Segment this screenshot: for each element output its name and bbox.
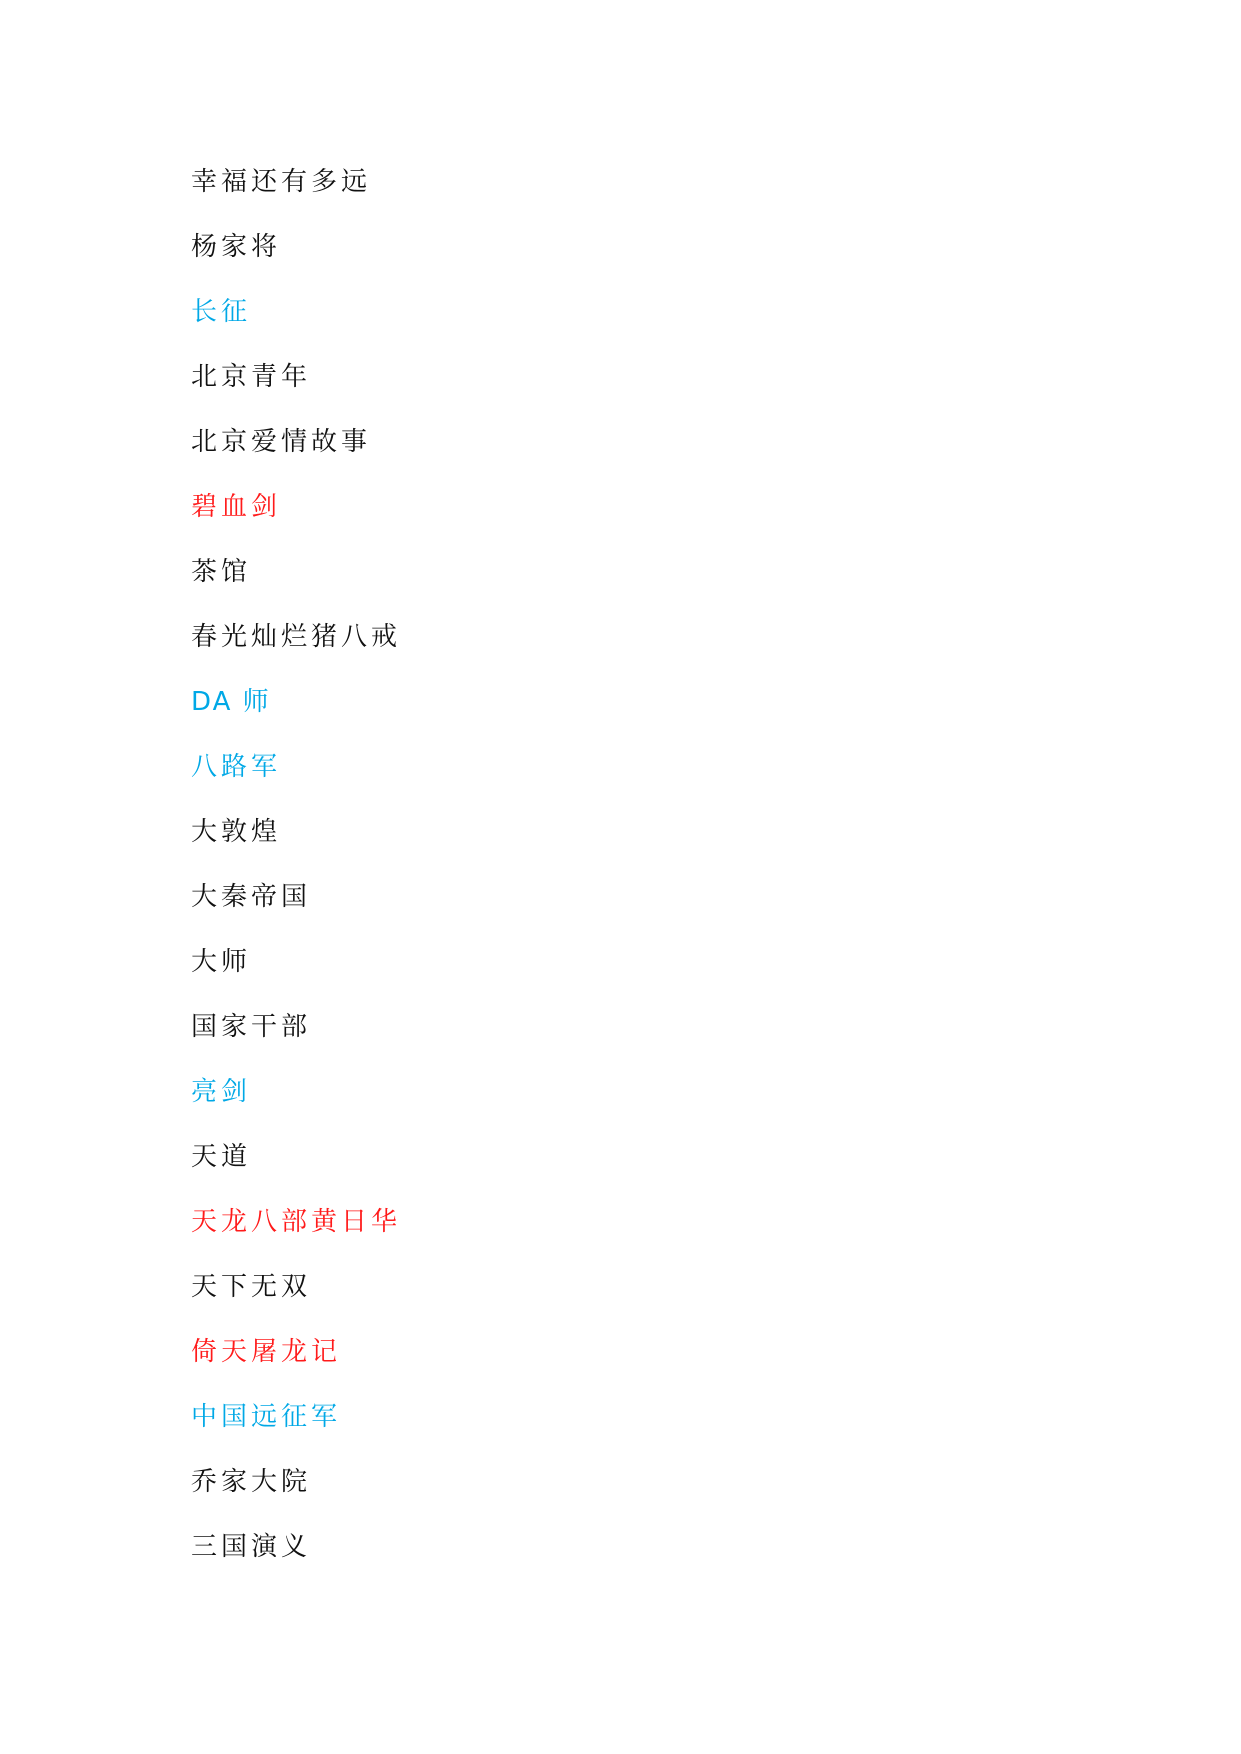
list-item: 八路军 [191,752,282,782]
list-item: 茶馆 [191,557,252,587]
list-item: 天下无双 [191,1272,312,1302]
list-item: 碧血剑 [191,492,282,522]
list-item: 大师 [191,947,252,977]
list-item: 天龙八部黄日华 [191,1207,402,1237]
list-item: 天道 [191,1142,252,1172]
list-item: 亮剑 [191,1077,252,1107]
list-item: 三国演义 [191,1532,312,1562]
list-item: 大秦帝国 [191,882,312,912]
list-item: DA 师 [191,687,271,717]
list-item: 北京青年 [191,362,312,392]
list-item: 长征 [191,297,252,327]
list-item: 乔家大院 [191,1467,312,1497]
list-item: 中国远征军 [191,1402,342,1432]
list-item: 春光灿烂猪八戒 [191,622,402,652]
list-item: 杨家将 [191,232,282,262]
list-item: 大敦煌 [191,817,282,847]
list-item: 幸福还有多远 [191,167,372,197]
list-item: 国家干部 [191,1012,312,1042]
list-item: 北京爱情故事 [191,427,372,457]
title-list [191,160,401,1590]
list-item: 倚天屠龙记 [191,1337,342,1367]
